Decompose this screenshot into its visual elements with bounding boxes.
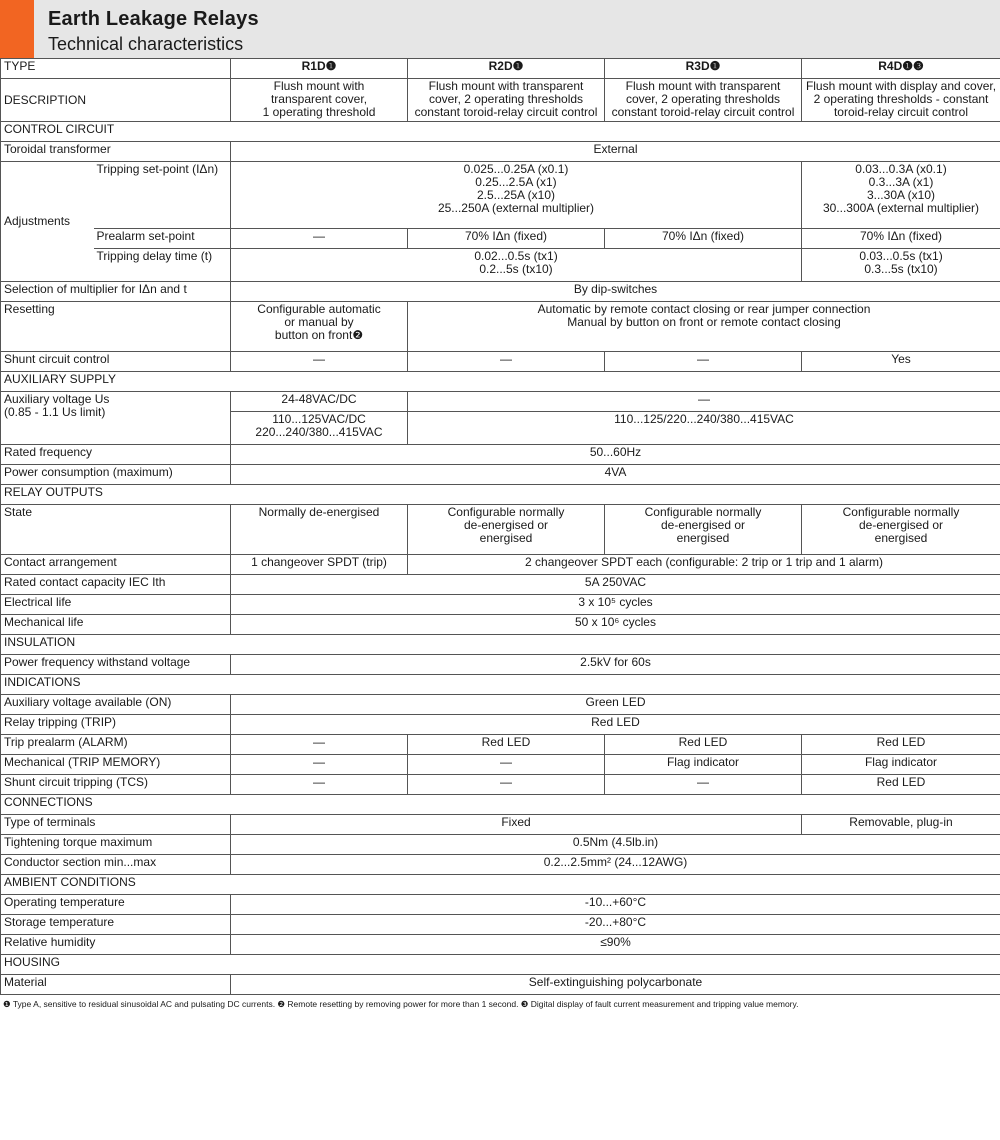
shunt-control-r1: — xyxy=(231,352,408,372)
alarm-r1: — xyxy=(231,735,408,755)
terminals-label: Type of terminals xyxy=(1,815,231,835)
trip-label: Relay tripping (TRIP) xyxy=(1,715,231,735)
trip-memory-r3: Flag indicator xyxy=(605,755,802,775)
withstand-row xyxy=(1,655,1000,675)
tcs-row xyxy=(1,775,1000,795)
state-label: State xyxy=(1,505,231,555)
capacity-row xyxy=(1,575,1000,595)
material-row xyxy=(1,975,1000,995)
section-indications: INDICATIONS xyxy=(1,675,1000,695)
delay-row xyxy=(1,249,1000,282)
frequency-label: Rated frequency xyxy=(1,445,231,465)
operating-temp-value: -10...+60°C xyxy=(231,895,1000,915)
contact-label: Contact arrangement xyxy=(1,555,231,575)
prealarm-r2: 70% IΔn (fixed) xyxy=(408,229,605,249)
trip-memory-r4: Flag indicator xyxy=(802,755,1000,775)
torque-row xyxy=(1,835,1000,855)
tripping-setpoint-row xyxy=(1,162,1000,229)
storage-temp-value: -20...+80°C xyxy=(231,915,1000,935)
tripping-setpoint-label: Tripping set-point (IΔn) xyxy=(94,162,231,229)
type-row xyxy=(1,59,1000,79)
operating-temp-label: Operating temperature xyxy=(1,895,231,915)
shunt-control-r4: Yes xyxy=(802,352,1000,372)
mechanical-life-row xyxy=(1,615,1000,635)
trip-value: Red LED xyxy=(231,715,1000,735)
frequency-value: 50...60Hz xyxy=(231,445,1000,465)
storage-temp-label: Storage temperature xyxy=(1,915,231,935)
trip-memory-row xyxy=(1,755,1000,775)
electrical-life-row xyxy=(1,595,1000,615)
power-value: 4VA xyxy=(231,465,1000,485)
model-r4: R4D❶❸ xyxy=(802,59,1000,79)
tripping-setpoint-r123: 0.025...0.25A (x0.1) 0.25...2.5A (x1) 2.5...25A (x10) 25...250A (external multiplier) xyxy=(231,162,802,229)
contact-row xyxy=(1,555,1000,575)
aux-voltage-2-r1: 110...125VAC/DC 220...240/380...415VAC xyxy=(231,412,408,445)
section-auxiliary-supply: AUXILIARY SUPPLY xyxy=(1,372,1000,392)
description-row xyxy=(1,79,1000,122)
footnotes: ❶ Type A, sensitive to residual sinusoidal AC and pulsating DC currents. ❷ Remote resetting by removing power for more than 1 second. ❸ Digital display of fault current measurement and tripping value memory. xyxy=(3,999,799,1009)
multiplier-label: Selection of multiplier for IΔn and t xyxy=(1,282,231,302)
prealarm-r1: — xyxy=(231,229,408,249)
tcs-r3: — xyxy=(605,775,802,795)
mechanical-life-label: Mechanical life xyxy=(1,615,231,635)
toroidal-value: External xyxy=(231,142,1000,162)
model-r2: R2D❶ xyxy=(408,59,605,79)
spec-table xyxy=(0,58,1000,995)
state-r3: Configurable normally de-energised or energised xyxy=(605,505,802,555)
contact-r234: 2 changeover SPDT each (configurable: 2 trip or 1 trip and 1 alarm) xyxy=(408,555,1000,575)
shunt-control-r2: — xyxy=(408,352,605,372)
material-value: Self-extinguishing polycarbonate xyxy=(231,975,1000,995)
aux-on-label: Auxiliary voltage available (ON) xyxy=(1,695,231,715)
trip-memory-label: Mechanical (TRIP MEMORY) xyxy=(1,755,231,775)
capacity-value: 5A 250VAC xyxy=(231,575,1000,595)
type-label: TYPE xyxy=(1,59,231,79)
alarm-label: Trip prealarm (ALARM) xyxy=(1,735,231,755)
humidity-row xyxy=(1,935,1000,955)
aux-voltage-label: Auxiliary voltage Us (0.85 - 1.1 Us limit) xyxy=(1,392,231,445)
alarm-r3: Red LED xyxy=(605,735,802,755)
operating-temp-row xyxy=(1,895,1000,915)
aux-voltage-2-r234: 110...125/220...240/380...415VAC xyxy=(408,412,1000,445)
prealarm-label: Prealarm set-point xyxy=(94,229,231,249)
withstand-value: 2.5kV for 60s xyxy=(231,655,1000,675)
page-title: Earth Leakage Relays xyxy=(48,8,259,30)
electrical-life-value: 3 x 10⁵ cycles xyxy=(231,595,1000,615)
page-subtitle: Technical characteristics xyxy=(48,34,244,54)
frequency-row xyxy=(1,445,1000,465)
resetting-label: Resetting xyxy=(1,302,231,352)
prealarm-r3: 70% IΔn (fixed) xyxy=(605,229,802,249)
alarm-r2: Red LED xyxy=(408,735,605,755)
description-label: DESCRIPTION xyxy=(1,79,231,122)
terminals-row xyxy=(1,815,1000,835)
description-r1: Flush mount with transparent cover, 1 operating threshold xyxy=(231,79,408,122)
prealarm-r4: 70% IΔn (fixed) xyxy=(802,229,1000,249)
model-r3: R3D❶ xyxy=(605,59,802,79)
aux-voltage-1-r1: 24-48VAC/DC xyxy=(231,392,408,412)
shunt-control-label: Shunt circuit control xyxy=(1,352,231,372)
humidity-value: ≤90% xyxy=(231,935,1000,955)
trip-memory-r1: — xyxy=(231,755,408,775)
conductor-row xyxy=(1,855,1000,875)
tcs-label: Shunt circuit tripping (TCS) xyxy=(1,775,231,795)
conductor-value: 0.2...2.5mm² (24...12AWG) xyxy=(231,855,1000,875)
electrical-life-label: Electrical life xyxy=(1,595,231,615)
terminals-r123: Fixed xyxy=(231,815,802,835)
description-r2: Flush mount with transparent cover, 2 operating thresholds constant toroid-relay circuit control xyxy=(408,79,605,122)
multiplier-row xyxy=(1,282,1000,302)
page-header xyxy=(0,0,1000,58)
tcs-r2: — xyxy=(408,775,605,795)
description-r4: Flush mount with display and cover, 2 operating thresholds - constant toroid-relay circuit control xyxy=(802,79,1000,122)
resetting-r1: Configurable automatic or manual by button on front❷ xyxy=(231,302,408,352)
torque-label: Tightening torque maximum xyxy=(1,835,231,855)
conductor-label: Conductor section min...max xyxy=(1,855,231,875)
prealarm-row xyxy=(1,229,1000,249)
power-row xyxy=(1,465,1000,485)
capacity-label: Rated contact capacity IEC Ith xyxy=(1,575,231,595)
state-row xyxy=(1,505,1000,555)
torque-value: 0.5Nm (4.5lb.in) xyxy=(231,835,1000,855)
delay-label: Tripping delay time (t) xyxy=(94,249,231,282)
tcs-r1: — xyxy=(231,775,408,795)
aux-voltage-1-r234: — xyxy=(408,392,1000,412)
humidity-label: Relative humidity xyxy=(1,935,231,955)
model-r1: R1D❶ xyxy=(231,59,408,79)
mechanical-life-value: 50 x 10⁶ cycles xyxy=(231,615,1000,635)
trip-row xyxy=(1,715,1000,735)
section-housing: HOUSING xyxy=(1,955,1000,975)
tripping-setpoint-r4: 0.03...0.3A (x0.1) 0.3...3A (x1) 3...30A (x10) 30...300A (external multiplier) xyxy=(802,162,1000,229)
aux-voltage-row-1 xyxy=(1,392,1000,412)
storage-temp-row xyxy=(1,915,1000,935)
aux-on-value: Green LED xyxy=(231,695,1000,715)
state-r4: Configurable normally de-energised or energised xyxy=(802,505,1000,555)
section-control-circuit: CONTROL CIRCUIT xyxy=(1,122,1000,142)
delay-r123: 0.02...0.5s (tx1) 0.2...5s (tx10) xyxy=(231,249,802,282)
section-connections: CONNECTIONS xyxy=(1,795,1000,815)
shunt-control-r3: — xyxy=(605,352,802,372)
resetting-r234: Automatic by remote contact closing or rear jumper connection Manual by button on front or remote contact closing xyxy=(408,302,1000,352)
toroidal-label: Toroidal transformer xyxy=(1,142,231,162)
section-ambient-conditions: AMBIENT CONDITIONS xyxy=(1,875,1000,895)
section-insulation: INSULATION xyxy=(1,635,1000,655)
delay-r4: 0.03...0.5s (tx1) 0.3...5s (tx10) xyxy=(802,249,1000,282)
alarm-row xyxy=(1,735,1000,755)
section-relay-outputs: RELAY OUTPUTS xyxy=(1,485,1000,505)
shunt-control-row xyxy=(1,352,1000,372)
state-r2: Configurable normally de-energised or energised xyxy=(408,505,605,555)
terminals-r4: Removable, plug-in xyxy=(802,815,1000,835)
tcs-r4: Red LED xyxy=(802,775,1000,795)
toroidal-row xyxy=(1,142,1000,162)
accent-bar xyxy=(0,0,34,58)
material-label: Material xyxy=(1,975,231,995)
state-r1: Normally de-energised xyxy=(231,505,408,555)
alarm-r4: Red LED xyxy=(802,735,1000,755)
withstand-label: Power frequency withstand voltage xyxy=(1,655,231,675)
multiplier-value: By dip-switches xyxy=(231,282,1000,302)
adjustments-label: Adjustments xyxy=(1,162,94,282)
aux-on-row xyxy=(1,695,1000,715)
description-r3: Flush mount with transparent cover, 2 operating thresholds constant toroid-relay circuit control xyxy=(605,79,802,122)
resetting-row xyxy=(1,302,1000,352)
power-label: Power consumption (maximum) xyxy=(1,465,231,485)
trip-memory-r2: — xyxy=(408,755,605,775)
contact-r1: 1 changeover SPDT (trip) xyxy=(231,555,408,575)
